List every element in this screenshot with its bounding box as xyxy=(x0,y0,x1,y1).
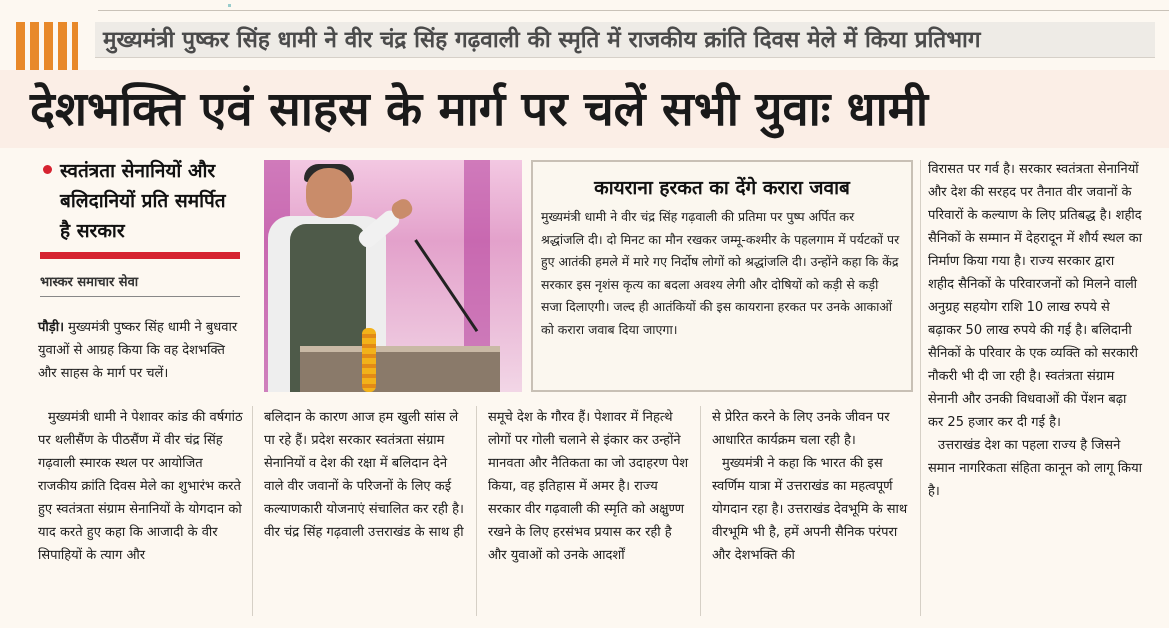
kicker-line: मुख्यमंत्री पुष्कर सिंह धामी ने वीर चंद्र सिंह गढ़वाली की स्मृति में राजकीय क्रांति दिवस मेले में किया प्रतिभाग xyxy=(95,22,1155,58)
top-rule xyxy=(98,10,1169,11)
column-divider xyxy=(920,160,921,616)
column-divider xyxy=(700,406,701,616)
intro-text: मुख्यमंत्री पुष्कर सिंह धामी ने बुधवार युवाओं से आग्रह किया कि वह देशभक्ति और साहस के मार्ग पर चलें। xyxy=(38,320,238,381)
column-4-text-b: मुख्यमंत्री ने कहा कि भारत की इस स्वर्णिम यात्रा में उत्तराखंड का महत्वपूर्ण योगदान रहा है। उत्तराखंड देवभूमि के साथ वीरभूमि भी है, हमें अपनी सैनिक परंपरा और देशभक्ति की xyxy=(712,456,908,563)
headline: देशभक्ति एवं साहस के मार्ग पर चलें सभी युवाः धामी xyxy=(30,82,929,137)
boxed-story xyxy=(531,160,913,392)
top-rule-strip xyxy=(0,0,1169,20)
column-5-text-b: उत्तराखंड देश का पहला राज्य है जिसने समान नागरिकता संहिता कानून को लागू किया है। xyxy=(928,438,1143,499)
article-column-3 xyxy=(488,406,693,567)
column-2-text: बलिदान के कारण आज हम खुली सांस ले पा रहे हैं। प्रदेश सरकार स्वतंत्रता संग्राम सेनानियों व देश की रक्षा में बलिदान देने वाले वीर जवानों के परिजनों के लिए कई कल्याणकारी योजनाएं संचालित कर रही है। वीर चंद्र सिंह गढ़वाली उत्तराखंड के साथ ही xyxy=(264,410,464,540)
column-divider xyxy=(476,406,477,616)
article-column-1 xyxy=(38,406,243,567)
orange-stripes-logo xyxy=(16,22,80,72)
byline: भास्कर समाचार सेवा xyxy=(40,275,139,290)
article-intro xyxy=(38,316,243,385)
column-1-text: मुख्यमंत्री धामी ने पेशावर कांड की वर्षगांठ पर थलीसैंण के पीठसैंण में वीर चंद्र सिंह गढ़वाली स्मारक स्थल पर आयोजित राजकीय क्रांति दिवस मेले का शुभारंभ करते हुए स्वतंत्रता संग्राम सेनानियों के योगदान को याद करते हुए कहा कि आजादी के वीर सिपाहियों के त्याग और xyxy=(38,410,243,563)
chief-minister-photo xyxy=(264,160,522,392)
column-4-text-a: से प्रेरित करने के लिए उनके जीवन पर आधारित कार्यक्रम चला रही है। xyxy=(712,410,890,448)
column-3-text: समूचे देश के गौरव हैं। पेशावर में निहत्थे लोगों पर गोली चलाने से इंकार कर उन्होंने मानवता और नैतिकता का जो उदाहरण पेश किया, वह इतिहास में अमर है। राज्य सरकार वीर गढ़वाली की स्मृति को अक्षुण्ण रखने के लिए हरसंभव प्रयास कर रही है और युवाओं को उनके आदर्शों xyxy=(488,410,689,563)
column-5-text-a: विरासत पर गर्व है। सरकार स्वतंत्रता सेनानियों और देश की सरहद पर तैनात वीर जवानों के परिवारों के कल्याण के लिए प्रतिबद्ध है। शहीद सैनिकों के सम्मान में देहरादून में शौर्य स्थल का निर्माण किया गया है। राज्य सरकार द्वारा शहीद सैनिकों के परिवारजनों को मिलने वाली अनुग्रह सहयोग राशि 10 लाख रुपये से बढ़ाकर 50 लाख रुपये की गई है। बलिदानी सैनिकों के परिवार के एक व्यक्ति को सरकारी नौकरी भी दी जा रही है। स्वतंत्रता संग्राम सेनानी और उनकी विधवाओं की पेंशन बढ़ा कर 25 हजार कर दी गई है। xyxy=(928,162,1142,430)
red-divider xyxy=(40,252,240,259)
red-bullet-icon xyxy=(43,165,52,174)
highlight-box xyxy=(40,156,240,259)
boxed-story-title: कायराना हरकत का देंगे करारा जवाब xyxy=(594,177,850,199)
column-divider xyxy=(252,406,253,616)
highlight-quote xyxy=(40,156,240,246)
article-column-5 xyxy=(928,158,1143,503)
byline-rule xyxy=(40,296,240,297)
dateline: पौड़ी। xyxy=(38,320,65,335)
article-column-2 xyxy=(264,406,469,544)
article-column-4 xyxy=(712,406,917,567)
highlight-text: स्वतंत्रता सेनानियों और बलिदानियों प्रति समर्पित है सरकार xyxy=(60,160,226,242)
boxed-story-body: मुख्यमंत्री धामी ने वीर चंद्र सिंह गढ़वाली की प्रतिमा पर पुष्प अर्पित कर श्रद्धांजलि दी। दो मिनट का मौन रखकर जम्मू-कश्मीर के पहलगाम में पर्यटकों पर हुए आतंकी हमले में मारे गए निर्दोष लोगों को श्रद्धांजलि दी। उन्होंने कहा कि केंद्र सरकार इस नृशंस कृत्य का बदला अवश्य लेगी और दोषियों को कड़ी से कड़ी सजा दिलाएगी। जल्द ही आतंकियों की इस कायराना हरकत पर उनके आकाओं को करारा जवाब दिया जाएगा। xyxy=(541,209,900,337)
top-dot xyxy=(228,4,231,7)
